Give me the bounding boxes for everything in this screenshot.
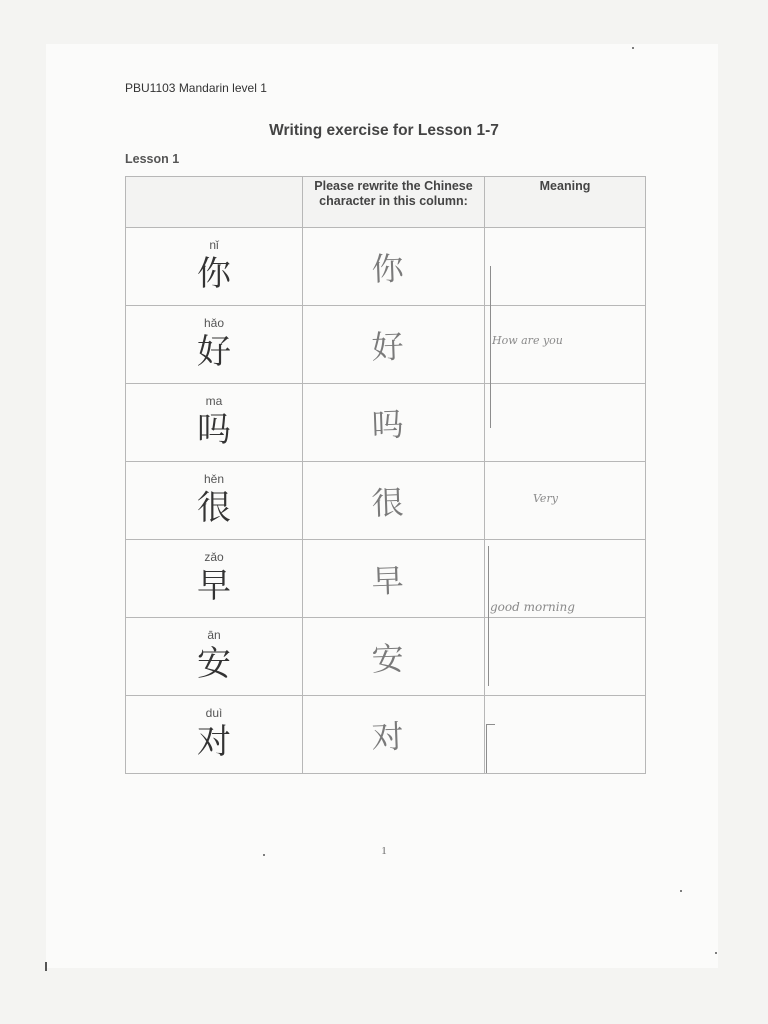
hanzi: 你 <box>197 254 231 294</box>
rewrite-cell[interactable] <box>303 696 485 774</box>
hanzi: 吗 <box>197 410 231 450</box>
character-cell <box>126 618 303 696</box>
meaning-how-are-you: How are you <box>492 334 563 347</box>
handwritten-character: 对 <box>370 716 405 757</box>
handwritten-character: 安 <box>370 638 405 679</box>
lesson-heading: Lesson 1 <box>125 152 180 166</box>
column-header-rewrite: Please rewrite the Chinese character in this column: <box>303 177 485 228</box>
hanzi: 对 <box>197 722 231 762</box>
scan-speck <box>632 47 634 49</box>
hanzi: 很 <box>197 488 231 528</box>
page-number: 1 <box>381 845 387 857</box>
character-cell <box>126 540 303 618</box>
handwritten-character: 你 <box>370 248 405 289</box>
handwritten-character: 吗 <box>370 404 405 445</box>
rewrite-cell[interactable] <box>303 228 485 306</box>
hanzi: 好 <box>197 332 231 372</box>
pinyin: ma <box>205 394 223 408</box>
meaning-cell[interactable] <box>485 384 646 462</box>
scan-speck <box>45 962 47 971</box>
hanzi: 安 <box>197 644 231 684</box>
pinyin: ān <box>207 628 221 642</box>
exercise-table <box>125 176 646 774</box>
column-header-meaning: Meaning <box>485 177 646 228</box>
table-row <box>126 696 646 774</box>
table-row <box>126 618 646 696</box>
character-cell <box>126 306 303 384</box>
character-cell <box>126 462 303 540</box>
table-row <box>126 384 646 462</box>
handwritten-character: 早 <box>370 560 405 601</box>
meaning-cell[interactable] <box>485 462 646 540</box>
pinyin: hěn <box>203 472 225 486</box>
pinyin: hǎo <box>203 316 225 330</box>
character-cell <box>126 228 303 306</box>
pinyin: duì <box>205 706 223 720</box>
meaning-very: Very <box>533 492 558 505</box>
pinyin: zǎo <box>204 550 224 564</box>
scan-speck <box>715 952 717 954</box>
bracket-dui <box>486 724 495 773</box>
handwritten-character: 很 <box>370 482 405 523</box>
table-row <box>126 462 646 540</box>
meaning-cell[interactable] <box>485 228 646 306</box>
rewrite-cell[interactable] <box>303 540 485 618</box>
table-row <box>126 228 646 306</box>
scan-speck <box>680 890 682 892</box>
bracket-good-morning <box>488 546 489 686</box>
page-title: Writing exercise for Lesson 1-7 <box>269 122 499 139</box>
rewrite-cell[interactable] <box>303 618 485 696</box>
pinyin: nǐ <box>209 238 219 252</box>
meaning-cell[interactable] <box>485 618 646 696</box>
scan-speck <box>263 854 265 856</box>
table-header-row <box>126 177 646 228</box>
table-row <box>126 306 646 384</box>
rewrite-cell[interactable] <box>303 306 485 384</box>
meaning-cell[interactable] <box>485 696 646 774</box>
column-header-character <box>126 177 303 228</box>
handwritten-character: 好 <box>370 326 405 367</box>
course-code: PBU1103 Mandarin level 1 <box>125 81 267 95</box>
rewrite-cell[interactable] <box>303 384 485 462</box>
character-cell <box>126 696 303 774</box>
meaning-good-morning: good morning <box>490 600 575 614</box>
character-cell <box>126 384 303 462</box>
rewrite-cell[interactable] <box>303 462 485 540</box>
hanzi: 早 <box>197 566 231 606</box>
bracket-how-are-you <box>490 266 491 428</box>
